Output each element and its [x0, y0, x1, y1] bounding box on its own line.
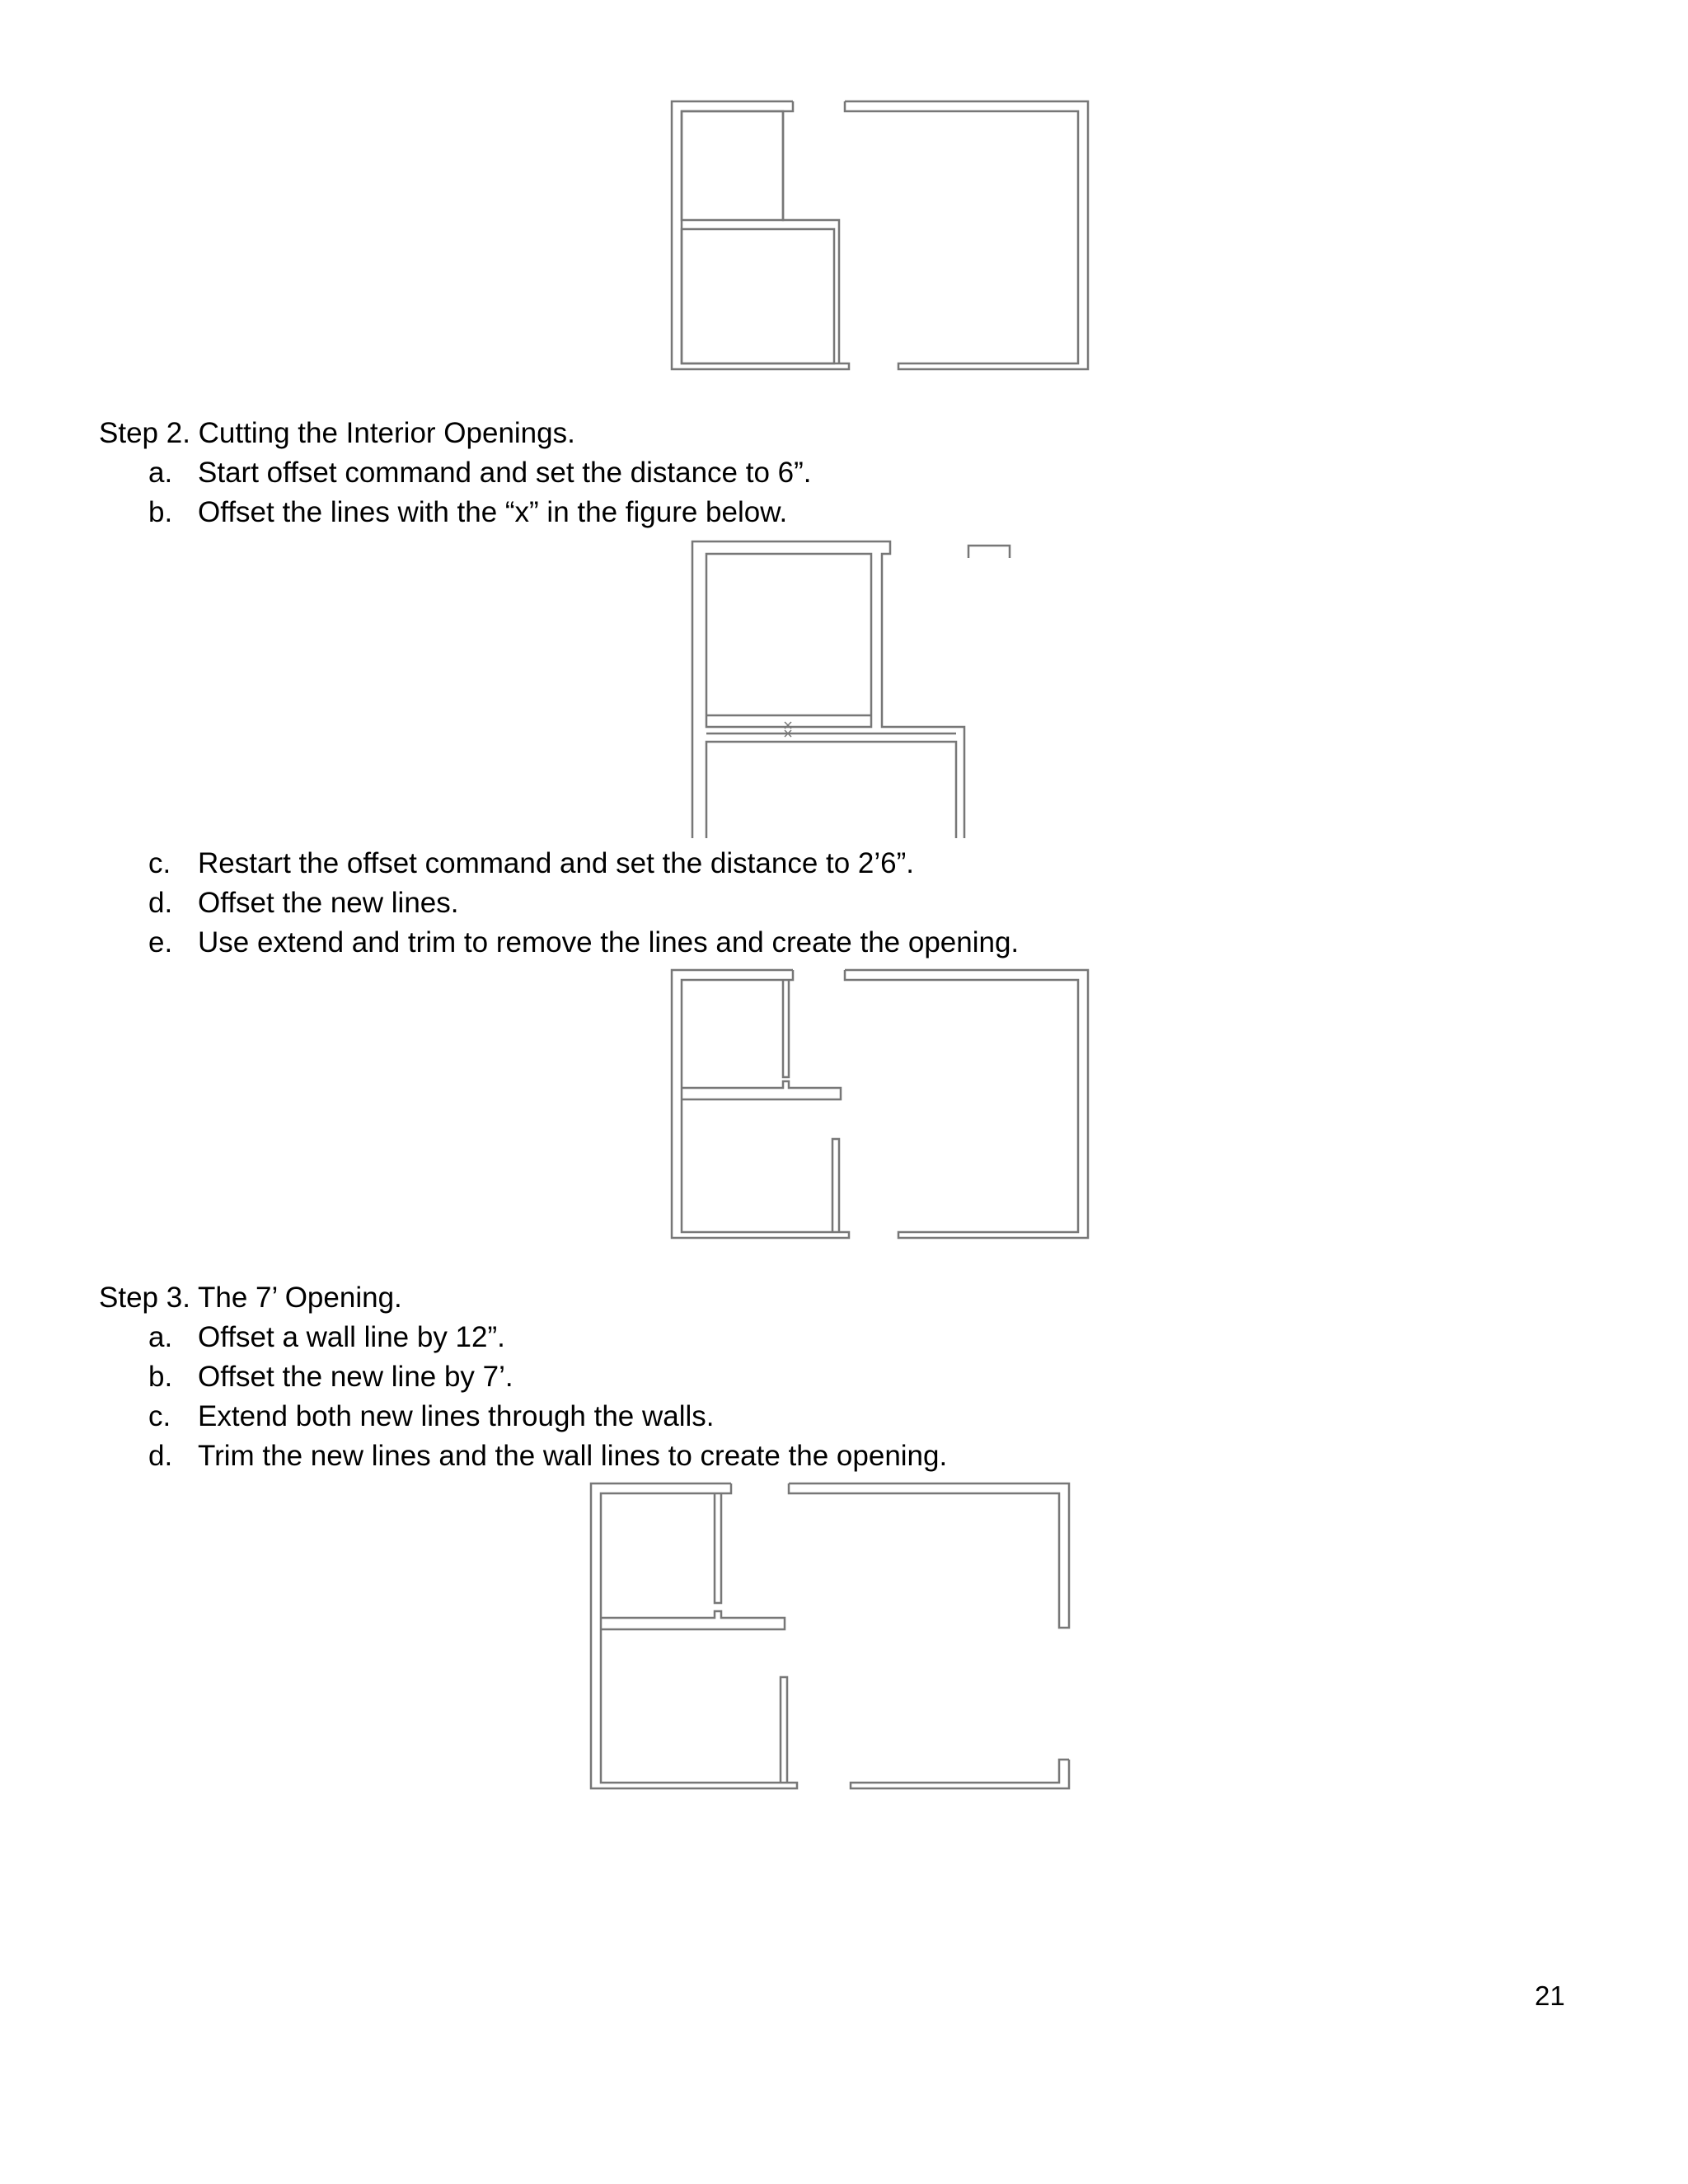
wall-mid-partition: [601, 1611, 785, 1629]
step2-item-c-marker: c.: [148, 847, 171, 879]
wall-mid-partition: [682, 1081, 841, 1099]
step3-item-b-text: Offset the new line by 7’.: [198, 1361, 513, 1393]
step2-item-b: [148, 493, 787, 532]
detail-inner-wall: [706, 742, 956, 838]
wall-left-block: [672, 101, 849, 369]
figure-floorplan-initial: [668, 97, 1096, 373]
room-bottom-left: [682, 229, 834, 363]
step2-item-e-text: Use extend and trim to remove the lines and create the opening.: [198, 926, 1020, 958]
step2-item-c: [148, 844, 914, 883]
wall-right-block: [845, 101, 1088, 369]
step3-item-a-marker: a.: [148, 1321, 173, 1353]
step2-title: Step 2. Cutting the Interior Openings.: [99, 417, 575, 449]
step3-item-d: [148, 1436, 947, 1476]
figure-offset-detail: [688, 537, 1018, 842]
wall-lower-stub: [832, 1139, 839, 1232]
step3-item-a-text: Offset a wall line by 12”.: [198, 1321, 505, 1353]
detail-wall-stub: [968, 546, 1010, 558]
step2-item-b-marker: b.: [148, 496, 173, 528]
step3-item-d-marker: d.: [148, 1440, 173, 1472]
detail-room: [706, 554, 871, 727]
wall-upper-stub: [715, 1493, 721, 1603]
figure-floorplan-interior-openings: [668, 966, 1096, 1242]
step2-item-d: [148, 883, 458, 923]
step3-item-d-text: Trim the new lines and the wall lines to create the opening.: [198, 1440, 948, 1472]
step3-item-b: [148, 1357, 513, 1397]
wall-mid-stub: [783, 111, 839, 363]
room-top-left: [682, 111, 783, 220]
wall-right-bottom: [851, 1760, 1069, 1788]
wall-right-top: [789, 1483, 1069, 1628]
step3-item-c-marker: c.: [148, 1400, 171, 1432]
step3-item-c: [148, 1397, 715, 1436]
wall-upper-stub: [783, 980, 789, 1077]
step3-item-a: [148, 1318, 505, 1357]
wall-left-outer: [672, 970, 849, 1238]
step2-item-e: [148, 923, 1019, 963]
wall-right-block: [845, 970, 1088, 1238]
step2-item-a-text: Start offset command and set the distance to 6”.: [198, 457, 812, 489]
step3-item-c-text: Extend both new lines through the walls.: [198, 1400, 715, 1432]
step2-item-a: [148, 453, 812, 493]
step2-item-b-text: Offset the lines with the “x” in the figure below.: [198, 496, 788, 528]
step2-item-d-marker: d.: [148, 887, 173, 919]
x-marker-icon: [785, 722, 791, 737]
wall-left-outer: [591, 1483, 797, 1788]
step2-item-d-text: Offset the new lines.: [198, 887, 459, 919]
step3-title: Step 3. The 7’ Opening.: [99, 1282, 402, 1314]
step2-item-c-text: Restart the offset command and set the distance to 2’6”.: [198, 847, 915, 879]
page-number: 21: [1535, 1980, 1565, 2011]
step2-item-a-marker: a.: [148, 457, 173, 489]
figure-floorplan-seven-foot-opening: [587, 1479, 1081, 1793]
step3-item-b-marker: b.: [148, 1361, 173, 1393]
detail-outer-wall: [692, 541, 964, 838]
step2-item-e-marker: e.: [148, 926, 173, 958]
wall-lower-stub: [781, 1677, 787, 1783]
